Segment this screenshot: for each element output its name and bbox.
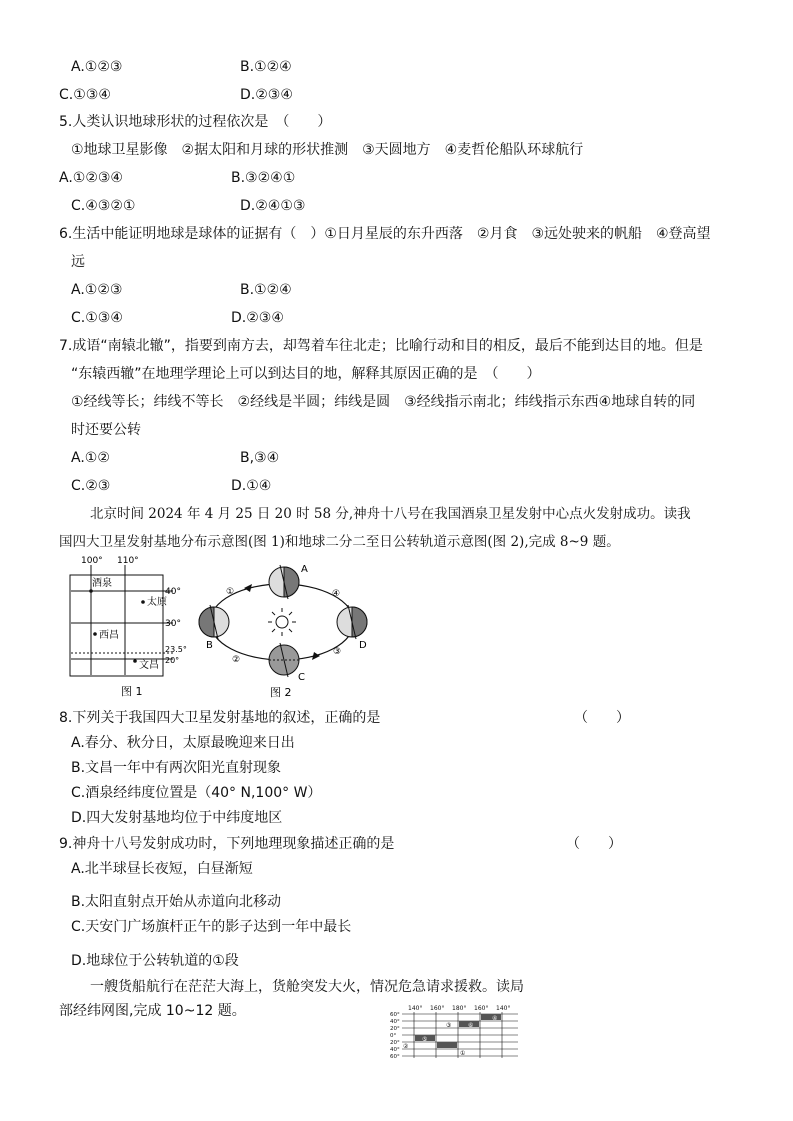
fig3-marker-1: ①: [460, 1050, 466, 1057]
segment-4-label: ④: [332, 589, 341, 599]
q7-option-b: B,③④: [240, 450, 280, 466]
label-taiyuan: 太原: [147, 597, 167, 608]
q7-option-a: A.①②: [71, 450, 110, 466]
q9-option-c: C.天安门广场旗杆正午的影子达到一年中最长: [71, 919, 352, 935]
fig1-lat-20: 20°: [165, 656, 180, 665]
q5-stem: 5.人类认识地球形状的过程依次是 （ ）: [59, 114, 332, 130]
figure-2-orbit-diagram: [192, 556, 372, 701]
fig3-lon-4: 140°: [496, 1005, 511, 1012]
fig3-marker-4: ④: [492, 1015, 498, 1022]
q4-option-d: D.②③④: [240, 87, 293, 103]
q9-stem: 9.神舟十八号发射成功时，下列地理现象描述正确的是: [59, 836, 395, 852]
marker-jiuquan: [89, 589, 93, 593]
q6-option-b: B.①②④: [240, 282, 292, 298]
q7-option-d: D.①④: [231, 478, 272, 494]
fig3-marker-2: ②: [403, 1043, 409, 1050]
q5-items: ①地球卫星影像 ②据太阳和月球的形状推测 ③天圆地方 ④麦哲伦船队环球航行: [71, 142, 584, 158]
label-jiuquan: 酒泉: [92, 578, 112, 589]
q6-stem-line1: 6.生活中能证明地球是球体的证据有（ ）①日月星辰的东升西落 ②月食 ③远处驶来的帆船 ④登高望: [59, 226, 711, 242]
intro-8-9-line2: 国四大卫星发射基地分布示意图(图 1)和地球二分二至日公转轨道示意图(图 2),完成 8~9 题。: [59, 534, 620, 550]
fig3-lat-4: 20°: [390, 1040, 400, 1046]
fig3-lat-6: 60°: [390, 1054, 400, 1060]
q9-answer-paren: （ ）: [566, 836, 622, 852]
q5-option-b: B.③②④①: [231, 170, 296, 186]
q7-stem-line2: “东辕西辙”在地理学理论上可以到达目的地，解释其原因正确的是 （ ）: [71, 366, 541, 382]
fig1-lat-30: 30°: [165, 619, 181, 629]
fig3-shaded-cell-1: [481, 1014, 501, 1020]
q8-option-b: B.文昌一年中有两次阳光直射现象: [71, 760, 282, 776]
fig3-lon-3: 160°: [474, 1005, 489, 1012]
fig3-lat-5: 40°: [390, 1047, 400, 1053]
q7-items-line2: 时还要公转: [71, 422, 141, 438]
fig3-lon-1: 160°: [430, 1005, 445, 1012]
fig3-lat-0: 60°: [390, 1012, 400, 1018]
q4-option-a: A.①②③: [71, 59, 123, 75]
q9-option-d: D.地球位于公转轨道的①段: [71, 953, 239, 969]
label-wenchang: 文昌: [139, 660, 159, 671]
fig3-lat-1: 40°: [390, 1019, 400, 1025]
fig1-lon-100: 100°: [81, 556, 103, 566]
fig3-shaded-cell-4: [437, 1042, 457, 1048]
label-xichang: 西昌: [99, 630, 119, 641]
figure-1-launch-base-map: [55, 553, 205, 701]
fig1-lon-110: 110°: [117, 556, 139, 566]
position-d-label: D: [359, 640, 367, 651]
q6-stem-line2: 远: [71, 254, 85, 270]
q5-option-a: A.①②③④: [59, 170, 123, 186]
q7-option-c: C.②③: [71, 478, 111, 494]
fig1-lat-23-5: 23.5°: [165, 645, 187, 654]
q7-stem-line1: 7.成语“南辕北辙”，指要到南方去，却驾着车往北走；比喻行动和目的相反，最后不能到达目的地。但是: [59, 338, 703, 354]
q5-option-c: C.④③②①: [71, 198, 136, 214]
q6-option-d: D.②③④: [231, 310, 284, 326]
position-c-label: C: [298, 672, 305, 683]
fig3-lon-0: 140°: [408, 1005, 423, 1012]
q8-answer-paren: （ ）: [574, 710, 630, 726]
fig1-lat-40: 40°: [165, 587, 181, 597]
q8-stem: 8.下列关于我国四大卫星发射基地的叙述，正确的是: [59, 710, 381, 726]
q8-option-a: A.春分、秋分日，太原最晚迎来日出: [71, 735, 295, 751]
q9-option-a: A.北半球昼长夜短，白昼渐短: [71, 861, 253, 877]
fig3-marker-5: ⑤: [422, 1036, 428, 1043]
figure-3-graticule-map: [388, 1003, 523, 1063]
q6-option-c: C.①③④: [71, 310, 123, 326]
position-a-label: A: [301, 564, 308, 575]
marker-xichang: [93, 632, 97, 636]
fig2-caption: 图 2: [270, 686, 292, 699]
fig3-marker-3: ③: [446, 1022, 452, 1029]
position-b-label: B: [206, 640, 213, 651]
fig3-lat-2: 20°: [390, 1026, 400, 1032]
q4-option-c: C.①③④: [59, 87, 111, 103]
q6-option-a: A.①②③: [71, 282, 123, 298]
intro-10-12-line1: 一艘货船航行在茫茫大海上，货舱突发大火，情况危急请求援救。读局: [90, 979, 524, 995]
q4-option-b: B.①②④: [240, 59, 292, 75]
segment-3-label: ③: [333, 647, 342, 657]
marker-wenchang: [133, 659, 137, 663]
intro-8-9-line1: 北京时间 2024 年 4 月 25 日 20 时 58 分,神舟十八号在我国酒泉卫星发射中心点火发射成功。读我: [90, 506, 691, 522]
fig1-caption: 图 1: [121, 685, 143, 698]
segment-1-label: ①: [226, 587, 235, 597]
q8-option-c: C.酒泉经纬度位置是（40° N,100° W）: [71, 785, 322, 801]
q8-option-d: D.四大发射基地均位于中纬度地区: [71, 810, 283, 826]
fig3-lon-2: 180°: [452, 1005, 467, 1012]
q5-option-d: D.②④①③: [240, 198, 306, 214]
fig3-lat-3: 0°: [390, 1033, 397, 1039]
fig3-marker-6: ⑥: [468, 1022, 474, 1029]
segment-2-label: ②: [232, 655, 241, 665]
q7-items-line1: ①经线等长；纬线不等长 ②经线是半圆；纬线是圆 ③经线指示南北；纬线指示东西④地球自转的同: [71, 394, 696, 410]
intro-10-12-line2: 部经纬网图,完成 10~12 题。: [59, 1003, 246, 1019]
marker-taiyuan: [141, 600, 145, 604]
q9-option-b: B.太阳直射点开始从赤道向北移动: [71, 894, 282, 910]
